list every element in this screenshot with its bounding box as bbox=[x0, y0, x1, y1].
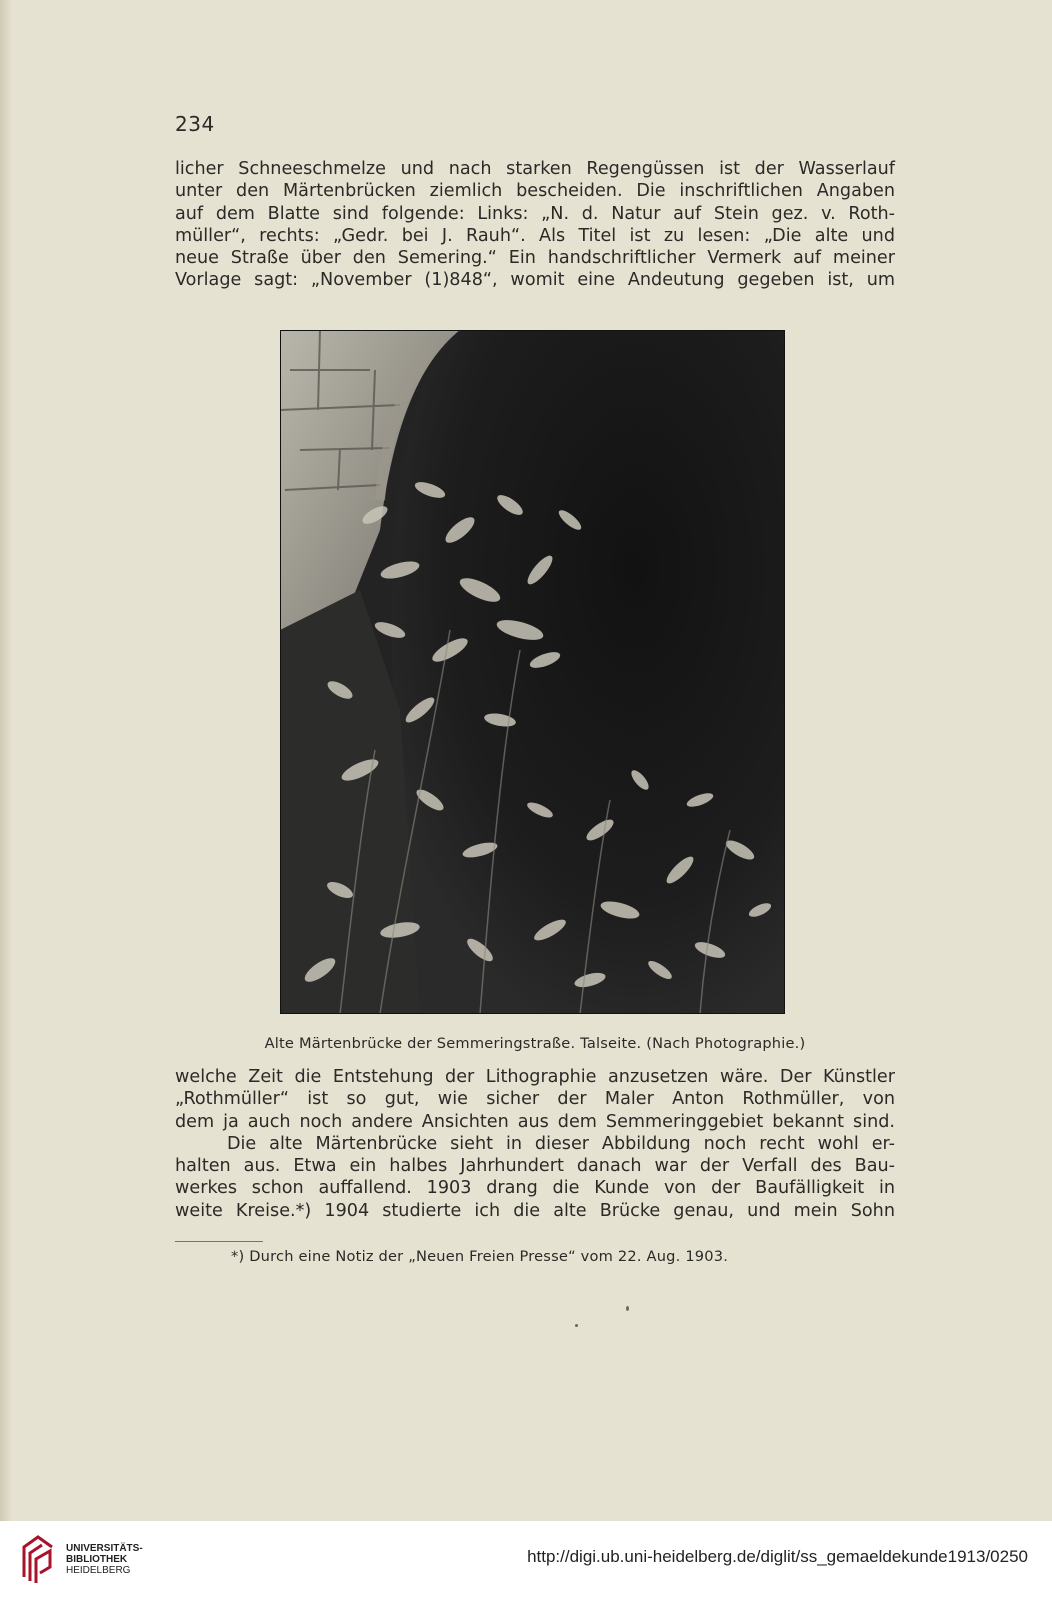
text-line: halten aus. Etwa ein halbes Jahrhundert danach war der Verfall des Bau- bbox=[175, 1156, 895, 1177]
text-line: weite Kreise.*) 1904 studierte ich die alte Brücke genau, und mein Sohn bbox=[175, 1200, 895, 1221]
bridge-photograph bbox=[280, 330, 785, 1014]
footnote: *) Durch eine Notiz der „Neuen Freien Presse“ vom 22. Aug. 1903. bbox=[231, 1248, 729, 1265]
footer-bar bbox=[0, 1521, 1052, 1599]
library-name-line: UNIVERSITÄTS- bbox=[66, 1543, 143, 1554]
library-name-line: BIBLIOTHEK bbox=[66, 1554, 128, 1565]
paragraph-bottom bbox=[175, 1066, 895, 1222]
scan-speck bbox=[626, 1306, 629, 1311]
library-logo-icon bbox=[20, 1533, 58, 1585]
library-name-line: HEIDELBERG bbox=[66, 1565, 131, 1576]
scan-speck bbox=[575, 1324, 578, 1327]
figure-caption: Alte Märtenbrücke der Semmeringstraße. Talseite. (Nach Photographie.) bbox=[264, 1035, 806, 1052]
text-line: Die alte Märtenbrücke sieht in dieser Abbildung noch recht wohl er- bbox=[227, 1133, 895, 1154]
text-line: neue Straße über den Semering.“ Ein handschriftlicher Vermerk auf meiner bbox=[175, 248, 895, 269]
bridge-photo-illustration bbox=[280, 330, 785, 1014]
text-line: „Rothmüller“ ist so gut, wie sicher der Maler Anton Rothmüller, von bbox=[175, 1089, 895, 1110]
text-line: werkes schon auffallend. 1903 drang die Kunde von der Baufälligkeit in bbox=[175, 1178, 895, 1199]
source-url-link[interactable]: http://digi.ub.uni-heidelberg.de/diglit/ss_gemaeldekunde1913/0250 bbox=[527, 1547, 1028, 1566]
page-number: 234 bbox=[175, 112, 215, 136]
text-line: unter den Märtenbrücken ziemlich bescheiden. Die inschriftlichen Angaben bbox=[175, 181, 895, 202]
text-line: dem ja auch noch andere Ansichten aus dem Semmeringgebiet bekannt sind. bbox=[175, 1111, 895, 1132]
paragraph-top bbox=[175, 158, 895, 292]
page-edge-shadow bbox=[0, 0, 12, 1521]
text-line: licher Schneeschmelze und nach starken Regengüssen ist der Wasserlauf bbox=[175, 159, 895, 179]
footnote-divider bbox=[175, 1241, 263, 1242]
text-line: auf dem Blatte sind folgende: Links: „N. d. Natur auf Stein gez. v. Roth- bbox=[175, 203, 895, 224]
library-name bbox=[66, 1543, 143, 1576]
text-line: welche Zeit die Entstehung der Lithographie anzusetzen wäre. Der Künstler bbox=[175, 1067, 895, 1087]
text-line: müller“, rechts: „Gedr. bei J. Rauh“. Als Titel ist zu lesen: „Die alte und bbox=[175, 225, 895, 246]
text-line: Vorlage sagt: „November (1)848“, womit eine Andeutung gegeben ist, um bbox=[175, 270, 895, 291]
